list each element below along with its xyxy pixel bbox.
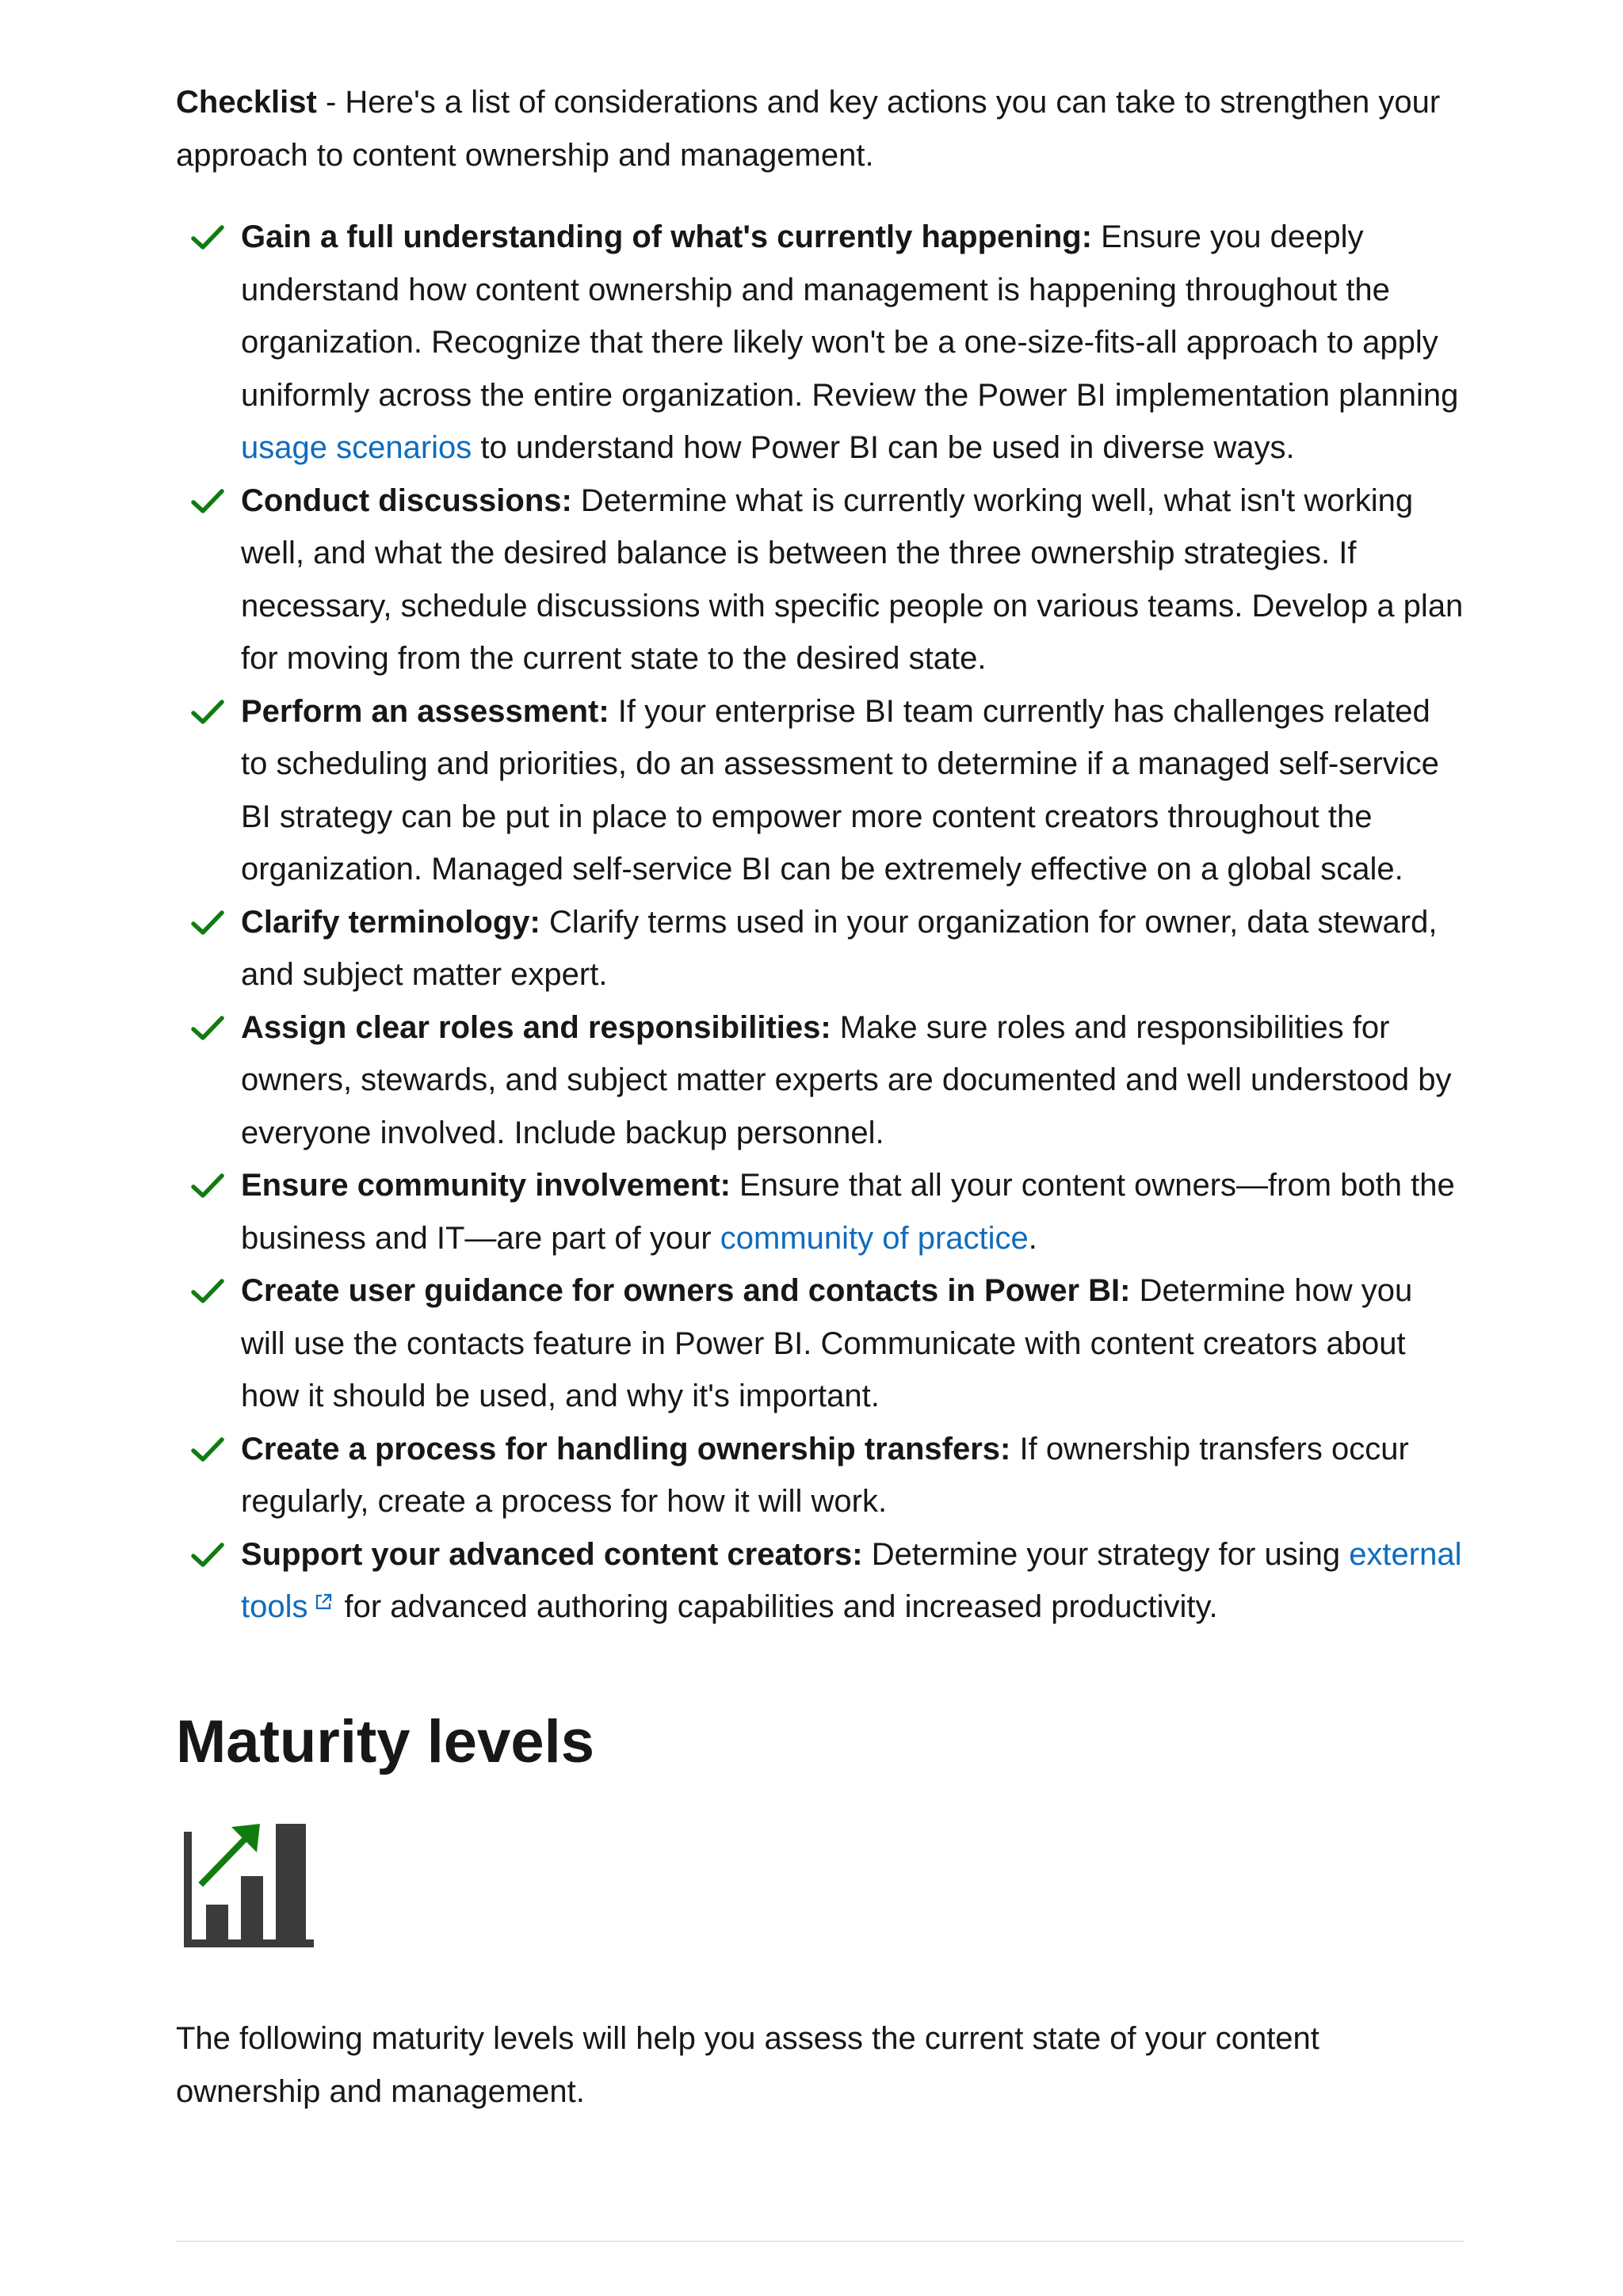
- checklist-item-advanced-creators: [176, 1528, 1465, 1634]
- checklist-item-title: Conduct discussions:: [241, 482, 572, 518]
- article-content: [176, 76, 1465, 2119]
- checklist-intro-text: - Here's a list of considerations and key actions you can take to strengthen your approach to content ownership and management.: [176, 85, 1441, 173]
- checklist-item-text: Ensure you deeply understand how content ownership and management is happening throughout the organization. Recognize that there likely won't be a one-size-fits-all approach to apply uniformly across the entire organization. Review the Power BI implementation planning: [241, 219, 1459, 413]
- checklist-item-community: [176, 1159, 1465, 1264]
- checklist-item-ownership-transfers: [176, 1423, 1465, 1528]
- checklist-item-text: .: [1028, 1220, 1037, 1256]
- checklist-item-text: Determine how you will use the contacts feature in Power BI. Communicate with content creators about how it should be used, and why it's important.: [241, 1273, 1413, 1413]
- checklist-item-text: to understand how Power BI can be used in diverse ways.: [472, 430, 1295, 465]
- checklist-item-title: Clarify terminology:: [241, 904, 540, 940]
- checkmark-icon: [190, 1172, 225, 1200]
- checklist-item-terminology: [176, 896, 1465, 1001]
- checklist-label: Checklist: [176, 85, 317, 120]
- section-heading: Maturity levels: [176, 1707, 594, 1775]
- checklist-item-roles: [176, 1001, 1465, 1160]
- checkmark-icon: [190, 223, 225, 252]
- checkmark-icon: [190, 1436, 225, 1464]
- checklist-item-text: Determine your strategy for using: [862, 1536, 1350, 1572]
- checklist: [176, 211, 1465, 1634]
- checklist-item-title: Perform an assessment:: [241, 693, 609, 729]
- checklist-item-title: Create user guidance for owners and contacts in Power BI:: [241, 1273, 1131, 1308]
- checklist-item-text: If your enterprise BI team currently has challenges related to scheduling and priorities, do an assessment to determine if a managed self-service BI strategy can be put in place to empower more content creators throughout the organization. Managed self-service BI can be extremely effective on a global scale.: [241, 693, 1439, 887]
- checklist-item-title: Assign clear roles and responsibilities:: [241, 1009, 831, 1045]
- checkmark-icon: [190, 698, 225, 727]
- checklist-item-understanding: [176, 211, 1465, 475]
- checkmark-icon: [190, 909, 225, 937]
- external-link-icon: [313, 1592, 334, 1612]
- checklist-item-title: Create a process for handling ownership transfers:: [241, 1431, 1011, 1466]
- checklist-item-title: Gain a full understanding of what's currently happening:: [241, 219, 1093, 254]
- community-of-practice-link[interactable]: community of practice: [720, 1220, 1029, 1256]
- checkmark-icon: [190, 1277, 225, 1306]
- checklist-item-user-guidance: [176, 1264, 1465, 1423]
- checklist-item-assessment: [176, 685, 1465, 896]
- checklist-item-title: Support your advanced content creators:: [241, 1536, 863, 1572]
- growth-chart-icon: [176, 1816, 319, 1958]
- checkmark-icon: [190, 1014, 225, 1043]
- checkmark-icon: [190, 1541, 225, 1569]
- checklist-item-discussions: [176, 475, 1465, 685]
- checklist-item-text: for advanced authoring capabilities and increased productivity.: [344, 1589, 1218, 1624]
- external-tools-link-label: external tools: [241, 1536, 1462, 1624]
- maturity-description: The following maturity levels will help you assess the current state of your content ownership and management.: [176, 2020, 1319, 2109]
- checklist-item-text: Clarify terms used in your organization for owner, data steward, and subject matter expert.: [241, 904, 1438, 992]
- checklist-intro: [176, 76, 1465, 182]
- usage-scenarios-link[interactable]: usage scenarios: [241, 430, 472, 465]
- checklist-item-title: Ensure community involvement:: [241, 1168, 731, 1203]
- divider: [176, 2241, 1465, 2242]
- checklist-item-text: Make sure roles and responsibilities for owners, stewards, and subject matter experts are documented and well understood by everyone involved. Include backup personnel.: [241, 1009, 1452, 1150]
- checklist-item-text: Ensure that all your content owners—from both the business and IT—are part of your: [241, 1168, 1455, 1256]
- checklist-item-text: If ownership transfers occur regularly, create a process for how it will work.: [241, 1431, 1409, 1519]
- checkmark-icon: [190, 487, 225, 516]
- checklist-item-text: Determine what is currently working well, what isn't working well, and what the desired balance is between the three ownership strategies. If necessary, schedule discussions with specific people on various teams. Develop a plan for moving from the current state to the desired state.: [241, 482, 1464, 676]
